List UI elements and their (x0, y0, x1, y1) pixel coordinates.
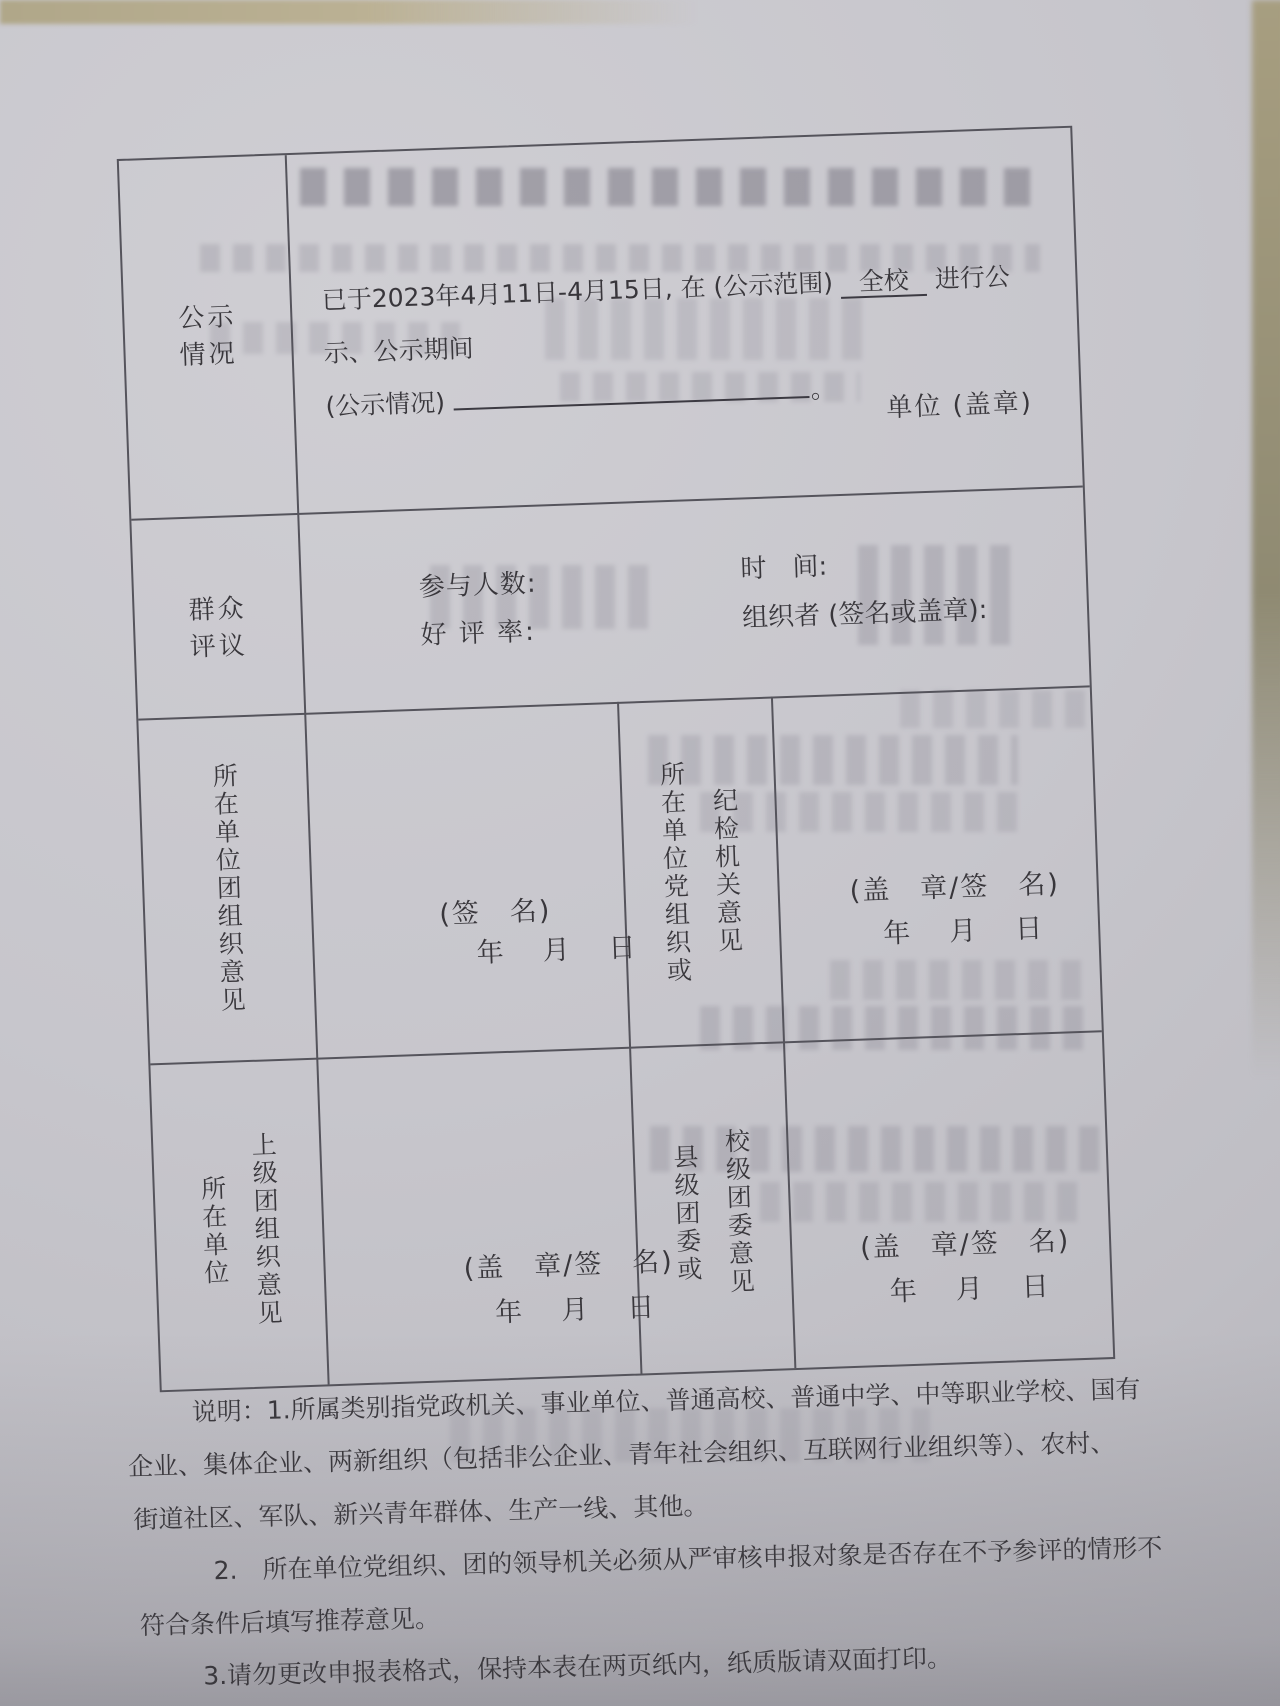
publicity-scope-value: 全校 (840, 265, 927, 299)
publicity-line1-prefix: 已于2023年4月11日-4月15日, 在 (公示范围) (321, 268, 834, 315)
note-line: 企业、集体企业、两新组织（包括非公企业、青年社会组织、互联网行业组织等）、农村、 (127, 1428, 1116, 1482)
review-row-label (131, 513, 304, 719)
league-org-opinion-label (138, 713, 316, 1064)
time-field-label: 时 间: (739, 551, 828, 585)
desk-edge-top (0, 0, 820, 24)
party-org-opinion-label (617, 697, 783, 1047)
superior-league-label-col1: 所在单位 (197, 1174, 231, 1288)
note-line: 符合条件后填写推荐意见。 (139, 1603, 441, 1641)
publicity-period: 。 (810, 374, 837, 404)
superior-league-date-label: 年 月 日 (494, 1291, 661, 1329)
form-notes (114, 1365, 1163, 1706)
desk-edge-right (1252, 0, 1280, 1080)
publicity-label-line2: 情况 (179, 338, 239, 371)
review-label-line2: 评议 (189, 630, 249, 663)
publicity-line1-suffix: 进行公示、公示期间 (323, 261, 1011, 368)
publicity-details-label: (公示情况) (325, 387, 446, 421)
superior-league-opinion-label (150, 1058, 327, 1391)
county-league-opinion-label (629, 1041, 794, 1373)
league-org-opinion-label-text: 所在单位团组织意见 (208, 761, 247, 1015)
league-org-date-label: 年 月 日 (476, 932, 643, 969)
publicity-row-label (119, 155, 297, 519)
superior-league-label-col2: 上级团组织意见 (247, 1130, 284, 1328)
party-org-opinion-label-col2: 纪检机关意见 (709, 786, 744, 956)
note-line: 2. 所在单位党组织、团的领导机关必须从严审核申报对象是否存在不予参评的情形不 (213, 1533, 1163, 1586)
superior-league-seal-sign-label: (盖 章/签 名) (463, 1246, 675, 1285)
party-org-opinion-label-col1: 所在单位党组织或 (656, 760, 693, 985)
participants-field-label: 参与人数: (418, 568, 538, 603)
publicity-label-line1: 公示 (177, 301, 237, 334)
review-label-line1: 群众 (188, 593, 248, 626)
organizer-field-label: 组织者 (签名或盖章): (741, 594, 988, 634)
recommendation-form-table (117, 126, 1115, 1393)
county-league-label-col2: 校级团委意见 (720, 1127, 756, 1296)
unit-seal-label: 单位 (盖章) (885, 388, 1034, 424)
party-org-seal-sign-label: (盖 章/签 名) (849, 868, 1061, 907)
county-league-date-label: 年 月 日 (889, 1271, 1056, 1308)
publicity-details-blank (452, 371, 809, 410)
league-org-sign-label: (签 名) (438, 895, 552, 931)
note-line: 3.请勿更改申报表格式，保持本表在两页纸内，纸质版请双面打印。 (202, 1643, 953, 1691)
county-league-label-col1: 县级团委或 (669, 1142, 704, 1284)
party-org-date-label: 年 月 日 (882, 913, 1049, 950)
note-line: 街道社区、军队、新兴青年群体、生产一线、其他。 (133, 1491, 709, 1535)
county-league-seal-sign-label: (盖 章/签 名) (859, 1225, 1071, 1264)
rating-field-label: 好 评 率: (420, 616, 537, 651)
note-line: 说明：1.所属类别指党政机关、事业单位、普通高校、普通中学、中等职业学校、国有 (191, 1374, 1141, 1427)
